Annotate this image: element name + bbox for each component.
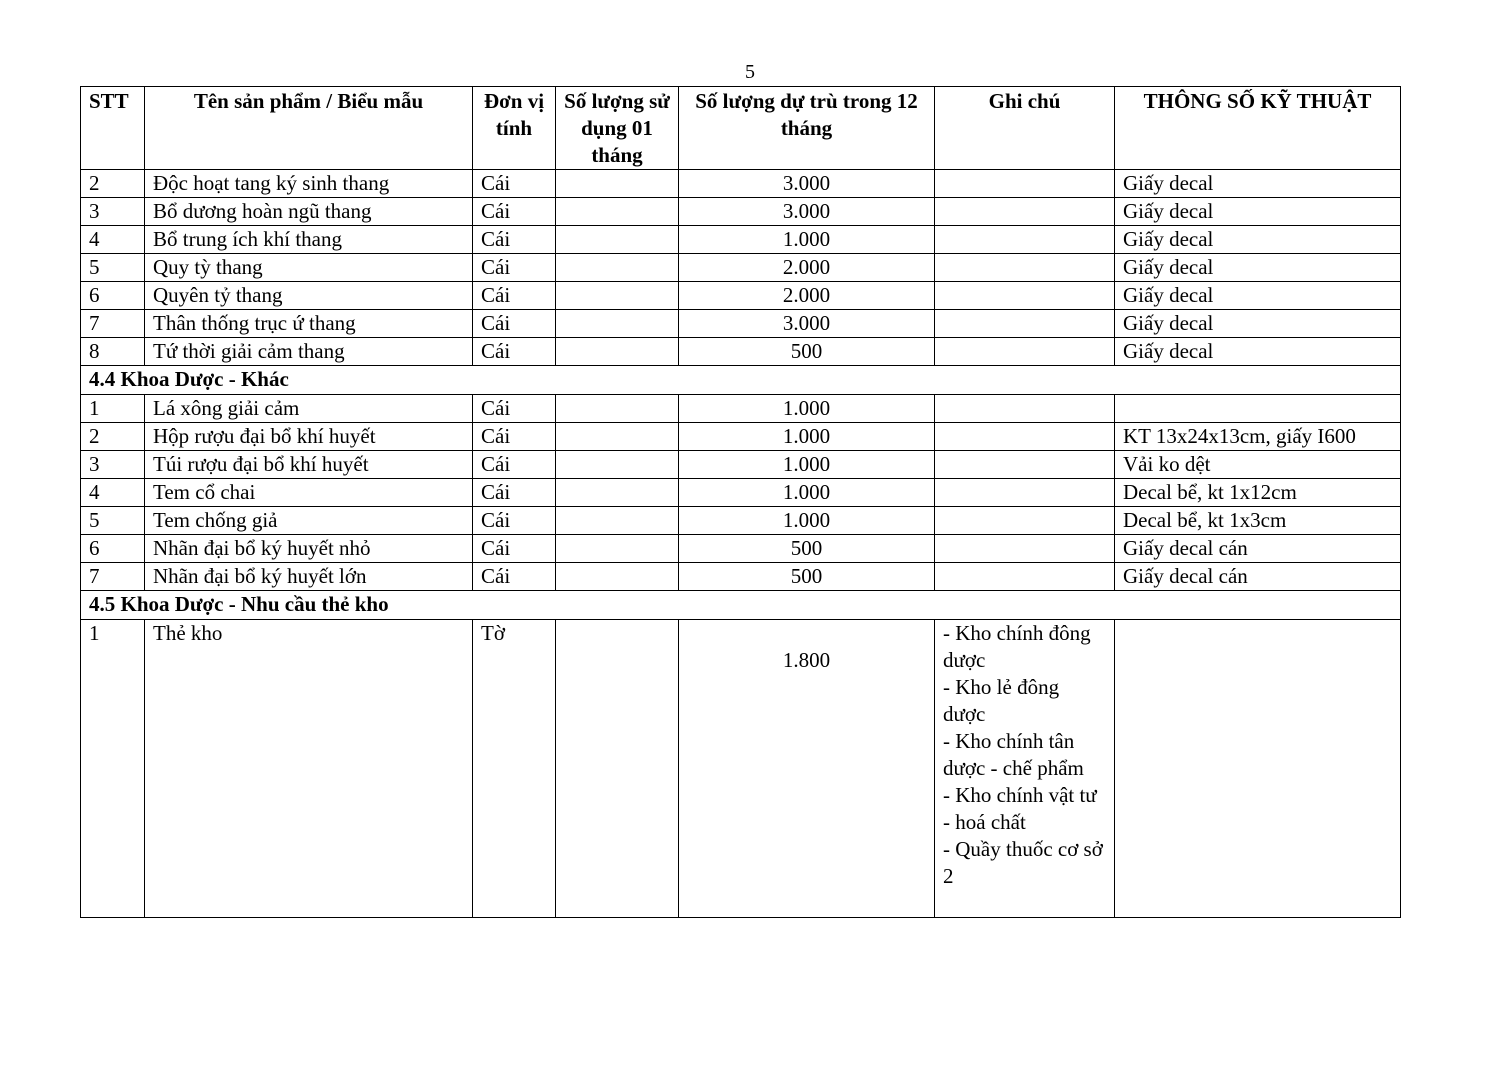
header-note: Ghi chú: [935, 87, 1115, 170]
cell-note: [935, 620, 1115, 918]
cell-reserve-qty: 1.000: [679, 423, 935, 451]
cell-reserve-qty: 3.000: [679, 170, 935, 198]
cell-unit: Cái: [473, 395, 556, 423]
cell-name: Tem chống giả: [145, 507, 473, 535]
supply-table: [80, 86, 1401, 918]
table-row: [81, 479, 1401, 507]
cell-note: [935, 226, 1115, 254]
cell-stt: 3: [81, 198, 145, 226]
table-row: [81, 310, 1401, 338]
cell-reserve-qty: 1.800: [679, 620, 935, 918]
cell-stt: 4: [81, 226, 145, 254]
header-stt: STT: [81, 87, 145, 170]
cell-name: Độc hoạt tang ký sinh thang: [145, 170, 473, 198]
cell-reserve-qty: 1.000: [679, 395, 935, 423]
note-line: - Quầy thuốc cơ sở 2: [943, 837, 1103, 888]
cell-spec: Giấy decal cán: [1115, 535, 1401, 563]
section-44-body: [81, 395, 1401, 591]
cell-unit: Cái: [473, 170, 556, 198]
cell-stt: 2: [81, 423, 145, 451]
cell-reserve-qty: 1.000: [679, 451, 935, 479]
cell-monthly-qty: [556, 198, 679, 226]
cell-monthly-qty: [556, 254, 679, 282]
cell-note: [935, 170, 1115, 198]
cell-monthly-qty: [556, 423, 679, 451]
cell-stt: 2: [81, 170, 145, 198]
cell-note: [935, 535, 1115, 563]
cell-monthly-qty: [556, 282, 679, 310]
cell-stt: 6: [81, 282, 145, 310]
cell-spec: Decal bể, kt 1x3cm: [1115, 507, 1401, 535]
section-45: [81, 591, 1401, 918]
note-line: - Kho chính vật tư - hoá chất: [943, 783, 1097, 834]
cell-spec: Giấy decal: [1115, 198, 1401, 226]
cell-name: Tứ thời giải cảm thang: [145, 338, 473, 366]
cell-stt: 5: [81, 254, 145, 282]
cell-spec: Giấy decal: [1115, 226, 1401, 254]
cell-name: Thân thống trục ứ thang: [145, 310, 473, 338]
table-row: [81, 395, 1401, 423]
cell-note: [935, 423, 1115, 451]
cell-name: Hộp rượu đại bổ khí huyết: [145, 423, 473, 451]
table-row: [81, 620, 1401, 918]
cell-monthly-qty: [556, 338, 679, 366]
cell-spec: Giấy decal cán: [1115, 563, 1401, 591]
cell-stt: 1: [81, 395, 145, 423]
cell-monthly-qty: [556, 395, 679, 423]
cell-spec: Giấy decal: [1115, 170, 1401, 198]
cell-spec: KT 13x24x13cm, giấy I600: [1115, 423, 1401, 451]
cell-stt: 3: [81, 451, 145, 479]
cell-unit: Cái: [473, 254, 556, 282]
section-heading-row: [81, 366, 1401, 395]
cell-spec: Giấy decal: [1115, 310, 1401, 338]
cell-monthly-qty: [556, 226, 679, 254]
cell-reserve-qty: 1.000: [679, 507, 935, 535]
cell-unit: Cái: [473, 535, 556, 563]
cell-monthly-qty: [556, 310, 679, 338]
table-row: [81, 451, 1401, 479]
cell-note: [935, 254, 1115, 282]
cell-stt: 7: [81, 310, 145, 338]
note-line: - Kho chính tân dược - chế phẩm: [943, 729, 1084, 780]
cell-note: [935, 563, 1115, 591]
cell-unit: Cái: [473, 423, 556, 451]
header-unit: Đơn vị tính: [473, 87, 556, 170]
section-heading-row: [81, 591, 1401, 620]
cell-reserve-qty: 1.000: [679, 226, 935, 254]
cell-name: Nhãn đại bổ ký huyết lớn: [145, 563, 473, 591]
table-row: [81, 338, 1401, 366]
section-44: [81, 366, 1401, 395]
cell-reserve-qty: 500: [679, 535, 935, 563]
table-row: [81, 198, 1401, 226]
header-name: Tên sản phẩm / Biểu mẫu: [145, 87, 473, 170]
cell-note: [935, 198, 1115, 226]
header-spec: THÔNG SỐ KỸ THUẬT: [1115, 87, 1401, 170]
group-a-body: [81, 170, 1401, 366]
header-reserve-qty: Số lượng dự trù trong 12 tháng: [679, 87, 935, 170]
cell-note: [935, 395, 1115, 423]
cell-spec: [1115, 395, 1401, 423]
cell-spec: [1115, 620, 1401, 918]
cell-monthly-qty: [556, 620, 679, 918]
cell-unit: Cái: [473, 310, 556, 338]
cell-unit: Cái: [473, 479, 556, 507]
cell-spec: Giấy decal: [1115, 282, 1401, 310]
section-44-title: 4.4 Khoa Dược - Khác: [81, 366, 1401, 395]
cell-monthly-qty: [556, 479, 679, 507]
cell-monthly-qty: [556, 170, 679, 198]
cell-reserve-qty: 2.000: [679, 282, 935, 310]
cell-stt: 1: [81, 620, 145, 918]
table-header-row: [81, 87, 1401, 170]
cell-spec: Decal bể, kt 1x12cm: [1115, 479, 1401, 507]
cell-unit: Cái: [473, 226, 556, 254]
note-line: - Kho chính đông dược: [943, 621, 1091, 672]
cell-monthly-qty: [556, 535, 679, 563]
cell-spec: Vải ko dệt: [1115, 451, 1401, 479]
cell-stt: 6: [81, 535, 145, 563]
table-row: [81, 282, 1401, 310]
cell-name: Lá xông giải cảm: [145, 395, 473, 423]
cell-name: Nhãn đại bổ ký huyết nhỏ: [145, 535, 473, 563]
table-row: [81, 507, 1401, 535]
cell-unit: Cái: [473, 507, 556, 535]
cell-note: [935, 310, 1115, 338]
section-45-title: 4.5 Khoa Dược - Nhu cầu thẻ kho: [81, 591, 1401, 620]
cell-name: Quy tỳ thang: [145, 254, 473, 282]
cell-reserve-qty: 500: [679, 338, 935, 366]
cell-monthly-qty: [556, 451, 679, 479]
cell-unit: Tờ: [473, 620, 556, 918]
cell-reserve-qty: 3.000: [679, 310, 935, 338]
cell-name: Bổ dương hoàn ngũ thang: [145, 198, 473, 226]
cell-note: [935, 479, 1115, 507]
note-line: - Kho lẻ đông dược: [943, 675, 1060, 726]
cell-spec: Giấy decal: [1115, 254, 1401, 282]
table-row: [81, 423, 1401, 451]
cell-note: [935, 282, 1115, 310]
cell-unit: Cái: [473, 282, 556, 310]
cell-name: Bổ trung ích khí thang: [145, 226, 473, 254]
table-row: [81, 563, 1401, 591]
cell-stt: 7: [81, 563, 145, 591]
cell-reserve-qty: 1.000: [679, 479, 935, 507]
cell-name: Quyên tỷ thang: [145, 282, 473, 310]
cell-reserve-qty: 500: [679, 563, 935, 591]
table-row: [81, 170, 1401, 198]
cell-stt: 5: [81, 507, 145, 535]
cell-spec: Giấy decal: [1115, 338, 1401, 366]
page-number: 5: [745, 61, 755, 83]
table-row: [81, 535, 1401, 563]
table-row: [81, 226, 1401, 254]
cell-note: [935, 338, 1115, 366]
cell-unit: Cái: [473, 451, 556, 479]
cell-stt: 4: [81, 479, 145, 507]
cell-unit: Cái: [473, 563, 556, 591]
cell-note: [935, 451, 1115, 479]
cell-unit: Cái: [473, 198, 556, 226]
table-row: [81, 254, 1401, 282]
cell-monthly-qty: [556, 563, 679, 591]
cell-monthly-qty: [556, 507, 679, 535]
cell-stt: 8: [81, 338, 145, 366]
cell-note: [935, 507, 1115, 535]
cell-name: Thẻ kho: [145, 620, 473, 918]
cell-reserve-qty: 2.000: [679, 254, 935, 282]
header-monthly-qty: Số lượng sử dụng 01 tháng: [556, 87, 679, 170]
cell-name: Tem cổ chai: [145, 479, 473, 507]
cell-unit: Cái: [473, 338, 556, 366]
cell-reserve-qty: 3.000: [679, 198, 935, 226]
cell-name: Túi rượu đại bổ khí huyết: [145, 451, 473, 479]
